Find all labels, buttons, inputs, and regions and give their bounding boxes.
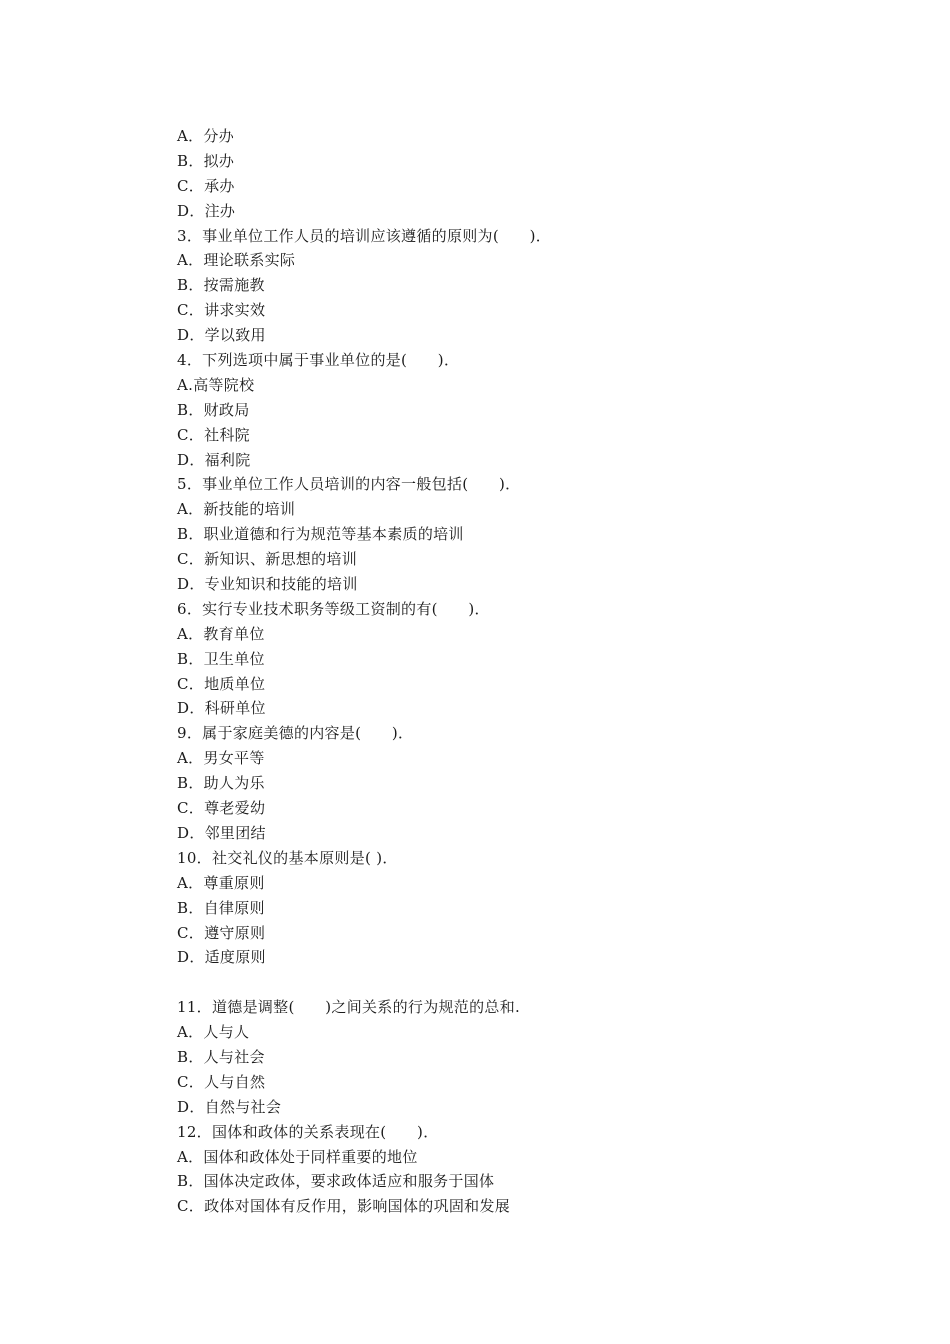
question-list [177, 124, 877, 1219]
option-line: A．分办 [177, 127, 235, 145]
option-line: A．教育单位 [177, 624, 265, 643]
option-line: D．福利院 [177, 450, 251, 469]
question-line: 6．实行专业技术职务等级工资制的有( )． [177, 599, 490, 618]
option-line: D．学以致用 [177, 326, 266, 345]
option-line: D．注办 [177, 201, 236, 220]
option-line: D．自然与社会 [177, 1097, 282, 1116]
option-line: D．专业知识和技能的培训 [177, 575, 358, 594]
option-line: B．国体决定政体，要求政体适应和服务于国体 [177, 1172, 495, 1191]
option-line: C．讲求实效 [177, 301, 266, 320]
option-line: B．自律原则 [177, 898, 265, 917]
option-line: C．新知识、新思想的培训 [177, 550, 358, 569]
option-line: B．职业道德和行为规范等基本素质的培训 [177, 525, 464, 544]
option-line: B．助人为乐 [177, 774, 265, 793]
option-line: A．国体和政体处于同样重要的地位 [177, 1147, 418, 1166]
question-line: 4．下列选项中属于事业单位的是( )． [177, 351, 460, 370]
option-line: C．人与自然 [177, 1072, 266, 1091]
option-line: B．拟办 [177, 151, 235, 170]
option-line: A．新技能的培训 [177, 500, 296, 519]
blank-line [177, 970, 877, 995]
question-line: 5．事业单位工作人员培训的内容一般包括( )． [177, 475, 521, 494]
option-line: D．科研单位 [177, 699, 266, 718]
question-line: 10．社交礼仪的基本原则是( )． [177, 848, 398, 867]
option-line: C．尊老爱幼 [177, 799, 266, 818]
option-line: C．政体对国体有反作用，影响国体的巩固和发展 [177, 1197, 511, 1216]
question-line: 11．道德是调整( )之间关系的行为规范的总和. [177, 998, 521, 1017]
option-line: B．人与社会 [177, 1047, 265, 1066]
option-line: B．财政局 [177, 400, 250, 419]
option-line: C．遵守原则 [177, 923, 266, 942]
option-line: A.高等院校 [177, 375, 255, 394]
option-line: A．男女平等 [177, 749, 265, 768]
question-line: 9．属于家庭美德的内容是( )． [177, 724, 414, 743]
question-line: 3．事业单位工作人员的培训应该遵循的原则为( )． [177, 226, 552, 245]
option-line: C．地质单位 [177, 674, 266, 693]
option-line: A．人与人 [177, 1023, 250, 1042]
option-line: C．承办 [177, 176, 235, 195]
option-line: A．尊重原则 [177, 873, 265, 892]
option-line: B．卫生单位 [177, 649, 265, 668]
option-line: D．邻里团结 [177, 823, 266, 842]
option-line: D．适度原则 [177, 948, 266, 967]
question-line: 12．国体和政体的关系表现在( )． [177, 1122, 439, 1141]
option-line: C．社科院 [177, 425, 250, 444]
option-line: B．按需施教 [177, 276, 265, 295]
option-line: A．理论联系实际 [177, 251, 296, 270]
